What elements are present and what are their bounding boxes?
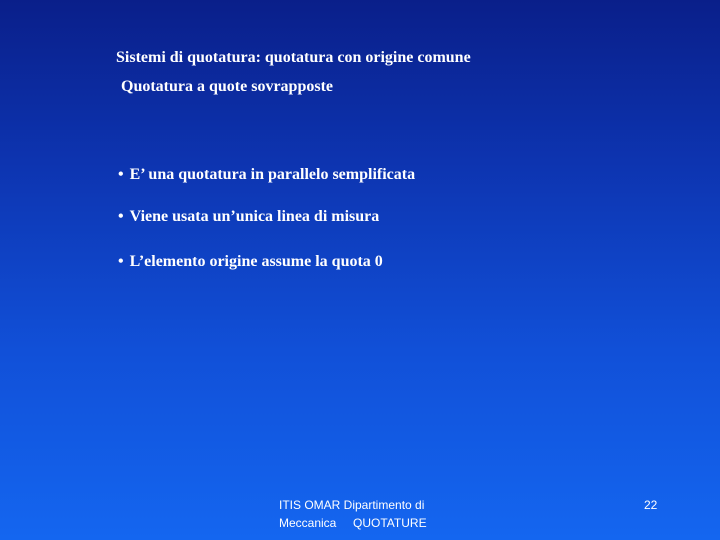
bullet-item bbox=[118, 165, 415, 185]
bullet-icon: • bbox=[118, 253, 124, 270]
bullet-icon: • bbox=[118, 166, 124, 183]
page-number: 22 bbox=[644, 498, 658, 512]
bullet-text: E’ una quotatura in parallelo semplificata bbox=[129, 166, 416, 183]
slide-footer bbox=[279, 496, 479, 532]
bullet-item bbox=[118, 252, 383, 272]
bullet-item bbox=[118, 207, 379, 227]
footer-line-1: ITIS OMAR Dipartimento di bbox=[279, 498, 425, 512]
bullet-text: Viene usata un’unica linea di misura bbox=[129, 208, 380, 225]
bullet-icon: • bbox=[118, 208, 124, 225]
slide-title: Sistemi di quotatura: quotatura con origine comune bbox=[116, 49, 471, 66]
slide-subtitle: Quotatura a quote sovrapposte bbox=[121, 78, 334, 95]
footer-line-2: Meccanica QUOTATURE bbox=[279, 516, 427, 530]
bullet-text: L’elemento origine assume la quota 0 bbox=[129, 253, 383, 270]
